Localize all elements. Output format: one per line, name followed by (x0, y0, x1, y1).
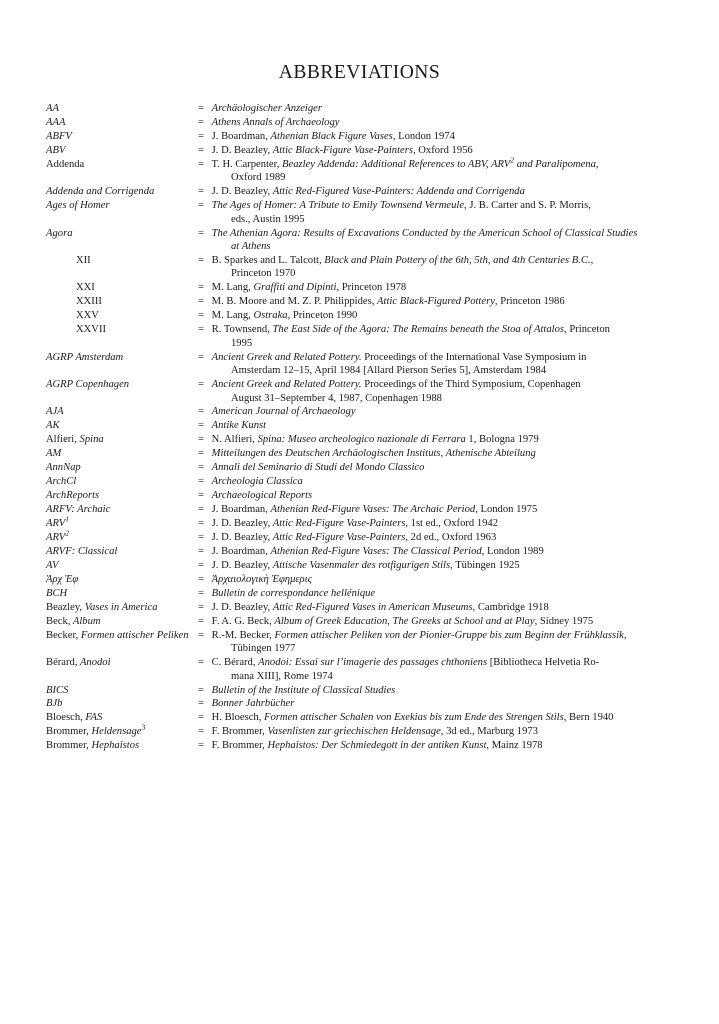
equals-sign: = (198, 296, 204, 308)
abbreviation-term: Agora (46, 227, 73, 239)
abbreviation-definition: = The Athenian Agora: Results of Excavations Conducted by the American School of Classical Studies at Athens (198, 227, 673, 254)
equals-sign: = (198, 434, 204, 446)
abbreviation-entry (46, 254, 673, 281)
abbreviation-term: AGRP Copenhagen (46, 379, 130, 391)
abbreviation-term: BICS (46, 684, 69, 696)
abbreviation-definition: = J. D. Beazley, Attic Red-Figured Vases in American Museums, Cambridge 1918 (198, 601, 549, 613)
abbreviation-entry (46, 489, 673, 502)
abbreviation-entry (46, 656, 673, 683)
abbreviation-entry (46, 309, 673, 322)
abbreviation-definition: = R. Townsend, The East Side of the Agora: The Remains beneath the Stoa of Attalos, Princeton 1995 (198, 323, 673, 350)
abbreviation-definition: = R.-M. Becker, Formen attischer Peliken von der Pionier-Gruppe bis zum Beginn der Frühklassik, Tübingen 1977 (198, 629, 673, 656)
abbreviation-term: AA (46, 103, 59, 114)
equals-sign: = (198, 712, 204, 724)
abbreviation-definition: = C. Bérard, Anodoi: Essai sur l’imagerie des passages chthoniens [Bibliotheca Helvetia Ro- mana XIII], Rome 1974 (198, 656, 673, 683)
abbreviation-definition: = Ancient Greek and Related Pottery. Proceedings of the Third Symposium, Copenhagen August 31–September 4, 1987, Copenhagen 1988 (198, 378, 673, 405)
abbreviation-entry (46, 227, 673, 254)
abbreviation-entry (46, 615, 673, 628)
equals-sign: = (198, 476, 204, 488)
abbreviation-entry (46, 447, 673, 460)
abbreviation-definition: = H. Bloesch, Formen attischer Schalen von Exekias bis zum Ende des Strengen Stils, Bern 1940 (198, 712, 614, 724)
abbreviation-term: XXV (76, 310, 99, 322)
abbreviation-term: ARV$^1$ (46, 514, 70, 530)
abbreviation-definition: = M. Lang, Ostraka, Princeton 1990 (198, 310, 358, 322)
definition-continuation: Oxford 1989 (231, 172, 286, 184)
abbreviation-term: AV (46, 559, 59, 571)
equals-sign: = (198, 406, 204, 418)
equals-sign: = (198, 158, 204, 170)
abbreviation-entry (46, 102, 673, 115)
abbreviation-entry (46, 629, 673, 656)
abbreviation-term: AGRP Amsterdam (46, 351, 124, 363)
abbreviation-definition: = N. Alfieri, Spina: Museo archeologico nazionale di Ferrara 1, Bologna 1979 (198, 434, 539, 446)
equals-sign: = (198, 518, 204, 530)
abbreviation-definition: = American Journal of Archaeology (198, 406, 356, 418)
abbreviation-definition: = T. H. Carpenter, Beazley Addenda: Additional References to ABV, ARV$^2$ and Paralipomena, Oxford 1989 (198, 158, 673, 185)
equals-sign: = (198, 351, 204, 363)
abbreviation-entry (46, 199, 673, 226)
definition-continuation: mana XIII], Rome 1974 (231, 670, 333, 682)
abbreviation-definition: = Archaeological Reports (198, 490, 313, 502)
abbreviation-entry (46, 323, 673, 350)
abbreviation-term: ArchCl (46, 476, 77, 488)
abbreviation-entry (46, 433, 673, 446)
equals-sign: = (198, 698, 204, 710)
abbreviation-entry (46, 281, 673, 294)
equals-sign: = (198, 546, 204, 557)
equals-sign: = (198, 144, 204, 156)
abbreviation-entry (46, 601, 673, 614)
abbreviation-term: Beck, Album (46, 615, 101, 627)
abbreviation-term: Addenda (46, 158, 85, 170)
abbreviation-entry (46, 545, 673, 558)
abbreviation-definition: = F. Brommer, Hephaistos: Der Schmiedegott in der antiken Kunst, Mainz 1978 (198, 740, 543, 752)
abbreviation-entry (46, 144, 673, 157)
equals-sign: = (198, 559, 204, 571)
definition-continuation: Amsterdam 12–15, April 1984 [Allard Pierson Series 5], Amsterdam 1984 (231, 365, 547, 377)
abbreviation-term: XXVII (76, 324, 107, 336)
abbreviation-definition: = Athens Annals of Archaeology (198, 116, 340, 128)
equals-sign: = (198, 504, 204, 516)
abbreviation-term: Beazley, Vases in America (46, 601, 158, 613)
equals-sign: = (198, 420, 204, 432)
equals-sign: = (198, 379, 204, 391)
abbreviation-definition: = Archeologia Classica (198, 476, 303, 488)
abbreviation-definition: = Bonner Jahrbücher (198, 698, 295, 710)
abbreviation-definition: = J. D. Beazley, Attic Red-Figured Vase-Painters: Addenda and Corrigenda (198, 186, 525, 198)
page-title: ABBREVIATIONS (278, 62, 441, 83)
abbreviation-definition: = F. A. G. Beck, Album of Greek Education, The Greeks at School and at Play, Sidney 1975 (198, 615, 594, 627)
definition-continuation: 1995 (231, 337, 253, 349)
abbreviation-entry (46, 461, 673, 474)
abbreviation-definition: = Mitteilungen des Deutschen Archäologischen Instituts, Athenische Abteilung (198, 448, 536, 460)
equals-sign: = (198, 740, 204, 752)
equals-sign: = (198, 186, 204, 198)
abbreviation-term: Brommer, Hephaistos (46, 740, 140, 752)
abbreviation-definition: = F. Brommer, Vasenlisten zur griechischen Heldensage, 3d ed., Marburg 1973 (198, 726, 538, 738)
abbreviation-term: Ages of Homer (46, 200, 110, 212)
definition-continuation: August 31–September 4, 1987, Copenhagen 1988 (231, 392, 442, 404)
equals-sign: = (198, 573, 204, 585)
abbreviation-term: BJb (46, 698, 63, 710)
abbreviation-entry (46, 711, 673, 724)
equals-sign: = (198, 200, 204, 212)
abbreviation-term: ARV$^2$ (46, 528, 70, 544)
abbreviation-definition: = Antike Kunst (198, 420, 267, 432)
equals-sign: = (198, 601, 204, 613)
abbreviation-definition: = B. Sparkes and L. Talcott, Black and Plain Pottery of the 6th, 5th, and 4th Centuries B.C., Princeton 1970 (198, 254, 673, 281)
abbreviation-term: BCH (46, 587, 68, 599)
abbreviation-term: Ἀρχ Ἐφ (46, 573, 79, 585)
abbreviation-definition: = Ἀρχαιολογικὴ Ἐφημερις (198, 573, 312, 585)
abbreviation-term: ARFV: Archaic (46, 504, 111, 516)
abbreviation-term: AAA (46, 116, 66, 128)
abbreviation-term: AK (46, 420, 60, 432)
abbreviation-entry (46, 739, 673, 752)
abbreviation-definition: = J. Boardman, Athenian Black Figure Vases, London 1974 (198, 130, 455, 142)
equals-sign: = (198, 310, 204, 322)
equals-sign: = (198, 227, 204, 239)
definition-continuation: Tübingen 1977 (231, 643, 296, 655)
abbreviation-definition: = J. D. Beazley, Attic Red-Figure Vase-Painters, 1st ed., Oxford 1942 (198, 518, 499, 530)
abbreviation-entry (46, 295, 673, 308)
abbreviation-term: XXI (76, 282, 95, 294)
abbreviation-entry (46, 559, 673, 572)
abbreviation-entry (46, 130, 673, 143)
abbreviation-definition: = J. D. Beazley, Attic Black-Figure Vase-Painters, Oxford 1956 (198, 144, 473, 156)
abbreviation-term: Addenda and Corrigenda (46, 186, 155, 198)
abbreviation-term: Brommer, Heldensage$^3$ (46, 722, 146, 738)
abbreviation-definition: = Bulletin of the Institute of Classical Studies (198, 684, 396, 696)
equals-sign: = (198, 448, 204, 460)
abbreviation-entry (46, 155, 673, 185)
abbreviation-definition: = J. Boardman, Athenian Red-Figure Vases: The Archaic Period, London 1975 (198, 504, 538, 516)
abbreviation-entry (46, 573, 673, 586)
abbreviation-definition: = M. B. Moore and M. Z. P. Philippides, Attic Black-Figured Pottery, Princeton 1986 (198, 296, 565, 308)
abbreviation-definition: = The Ages of Homer: A Tribute to Emily Townsend Vermeule, J. B. Carter and S. P. Morris, eds., Austin 1995 (198, 199, 673, 226)
abbreviation-term: AnnNap (46, 462, 81, 474)
abbreviation-entry (46, 405, 673, 418)
equals-sign: = (198, 254, 204, 266)
equals-sign: = (198, 116, 204, 128)
abbreviation-definition: = M. Lang, Graffiti and Dipinti, Princeton 1978 (198, 282, 407, 294)
abbreviation-entry (46, 528, 673, 544)
equals-sign: = (198, 324, 204, 336)
abbreviation-term: AM (46, 448, 62, 460)
equals-sign: = (198, 615, 204, 627)
equals-sign: = (198, 684, 204, 696)
abbreviation-term: ABV (46, 144, 66, 156)
abbreviation-entry (46, 475, 673, 488)
abbreviation-entry (46, 697, 673, 710)
abbreviation-term: ABFV (46, 130, 72, 142)
abbreviation-term: Alfieri, Spina (46, 434, 104, 446)
abbreviation-term: ARVF: Classical (46, 546, 118, 557)
abbreviation-entry (46, 503, 673, 516)
abbreviation-entry (46, 351, 673, 378)
abbreviation-term: Bloesch, FAS (46, 712, 103, 724)
equals-sign: = (198, 490, 204, 502)
abbreviation-entry (46, 722, 673, 738)
abbreviation-entry (46, 514, 673, 530)
abbreviation-definition: = Ancient Greek and Related Pottery. Proceedings of the International Vase Symposium in Amsterdam 12–15, April 1984 [Allard Pierson Series 5], Amsterdam 1984 (198, 351, 673, 378)
abbreviation-definition: = Archäologischer Anzeiger (198, 103, 322, 114)
abbreviation-definition: = J. D. Beazley, Attic Red-Figure Vase-Painters, 2d ed., Oxford 1963 (198, 532, 497, 544)
abbreviation-term: XII (76, 254, 91, 266)
equals-sign: = (198, 462, 204, 474)
abbreviation-definition: = Annali del Seminario di Studi del Mondo Classico (198, 462, 425, 474)
abbreviation-definition: = J. D. Beazley, Attische Vasenmaler des rotfigurigen Stils, Tübingen 1925 (198, 559, 520, 571)
equals-sign: = (198, 532, 204, 544)
abbreviation-definition: = Bulletin de correspondance hellénique (198, 587, 376, 599)
abbreviation-list (46, 102, 673, 753)
definition-continuation: Princeton 1970 (231, 268, 296, 280)
equals-sign: = (198, 587, 204, 599)
abbreviation-term: Bérard, Anodoi (46, 657, 111, 669)
definition-continuation: eds., Austin 1995 (231, 213, 305, 225)
abbreviation-entry (46, 378, 673, 405)
abbreviation-term: Becker, Formen attischer Peliken (46, 629, 189, 641)
abbreviation-term: AJA (46, 406, 64, 418)
equals-sign: = (198, 103, 204, 114)
equals-sign: = (198, 282, 204, 294)
abbreviation-entry (46, 116, 673, 129)
abbreviation-definition: = J. Boardman, Athenian Red-Figure Vases: The Classical Period, London 1989 (198, 546, 544, 557)
definition-continuation: at Athens (231, 241, 271, 253)
abbreviation-entry (46, 587, 673, 600)
abbreviation-entry (46, 185, 673, 198)
abbreviation-entry (46, 684, 673, 697)
abbreviation-entry (46, 419, 673, 432)
equals-sign: = (198, 629, 204, 641)
abbreviation-term: ArchReports (46, 490, 100, 502)
equals-sign: = (198, 726, 204, 738)
abbreviation-term: XXIII (76, 296, 102, 308)
equals-sign: = (198, 657, 204, 669)
equals-sign: = (198, 130, 204, 142)
